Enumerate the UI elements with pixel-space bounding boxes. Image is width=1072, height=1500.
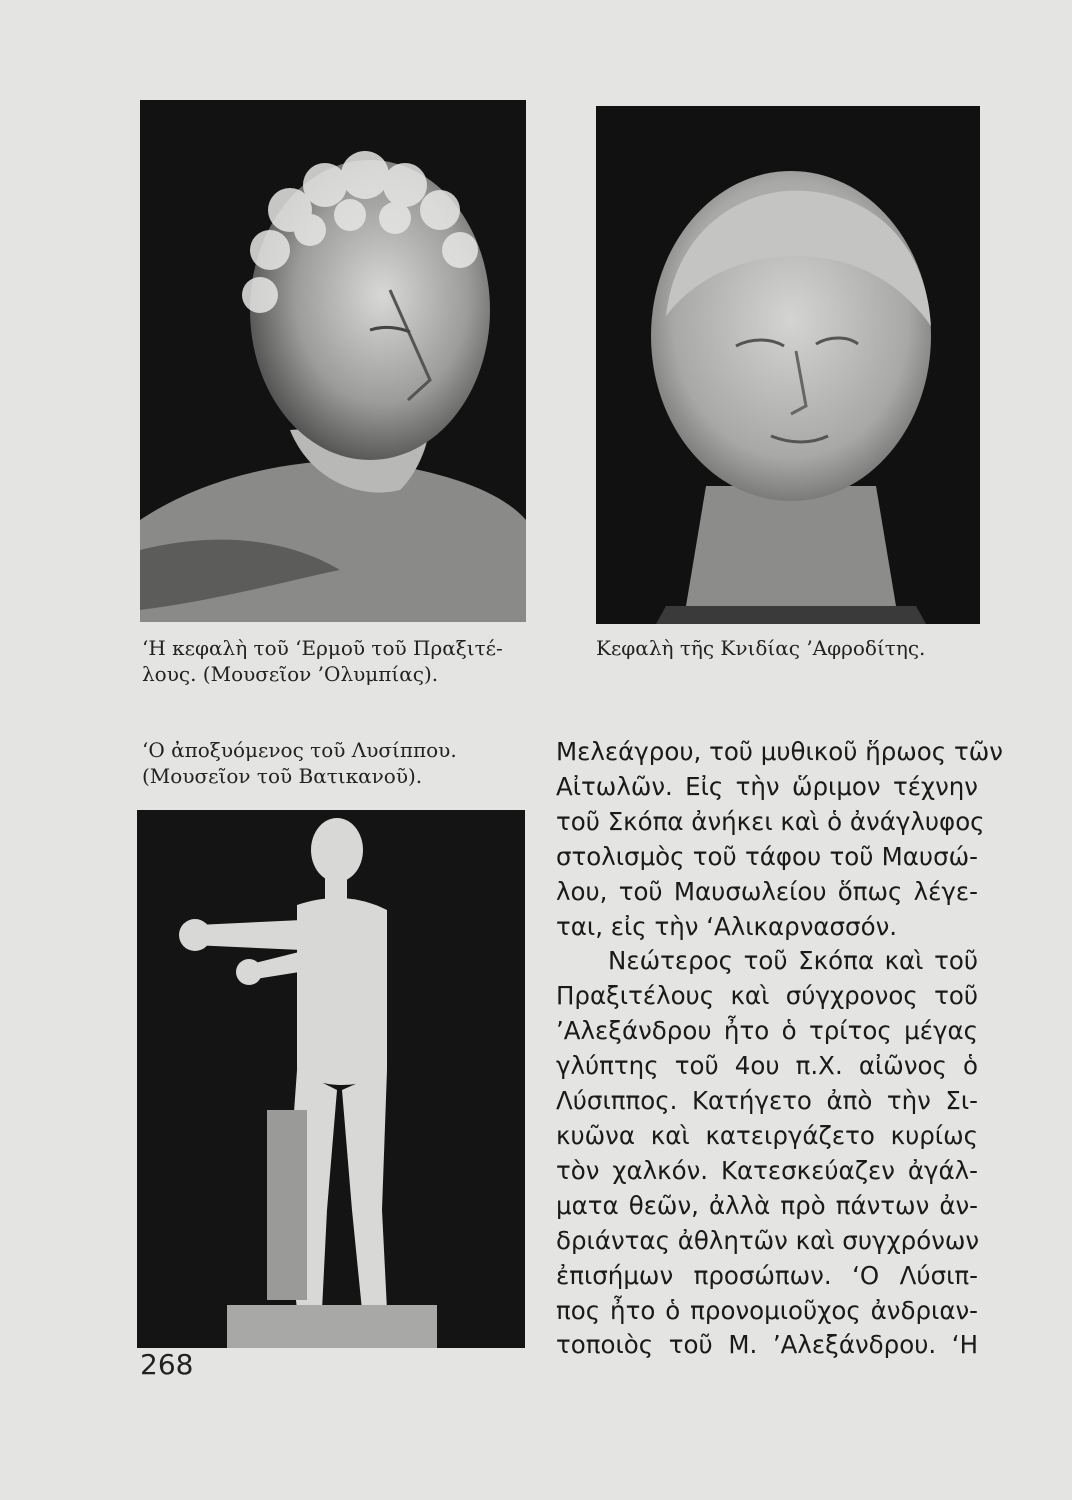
body-line: στολισμὸς τοῦ τάφου τοῦ Μαυσώ- bbox=[556, 841, 978, 871]
body-line: ται, εἰς τὴν ‘Αλικαρνασσόν. bbox=[556, 911, 898, 941]
hermes-head-photo bbox=[140, 100, 526, 622]
body-line: δριάντας ἀθλητῶν καὶ συγχρόνων bbox=[556, 1225, 980, 1255]
body-line: Μελεάγρου, τοῦ μυθικοῦ ἥρωος τῶν bbox=[556, 737, 1003, 766]
caption-aphrodite bbox=[596, 635, 925, 661]
body-line: ’Αλεξάνδρου ἦτο ὁ τρίτος μέγας bbox=[556, 1016, 978, 1046]
caption-aphrodite-line: Κεφαλὴ τῆς Κνιδίας ’Αφροδίτης. bbox=[596, 636, 926, 660]
apoxyomenos-statue-photo bbox=[137, 810, 525, 1348]
hermes-head-image bbox=[140, 100, 526, 622]
aphrodite-head-photo bbox=[596, 106, 980, 624]
page-number: 268 bbox=[140, 1348, 194, 1381]
caption-apoxyomenos-line-2: (Μουσεῖον τοῦ Βατικανοῦ). bbox=[142, 764, 423, 788]
caption-hermes-line-2: λους. (Μουσεῖον ’Ολυμπίας). bbox=[142, 662, 439, 686]
caption-hermes-line-1: ‘Η κεφαλὴ τοῦ ‘Ερμοῦ τοῦ Πραξιτέ- bbox=[142, 636, 503, 660]
body-line: κυῶνα καὶ κατειργάζετο κυρίως bbox=[556, 1120, 978, 1150]
aphrodite-head-image bbox=[596, 106, 980, 624]
caption-apoxyomenos-line-1: ‘Ο ἀποξυόμενος τοῦ Λυσίππου. bbox=[142, 738, 457, 762]
body-line: Λύσιππος. Κατήγετο ἀπὸ τὴν Σι- bbox=[556, 1086, 978, 1116]
body-line: ματα θεῶν, ἀλλὰ πρὸ πάντων ἀν- bbox=[556, 1190, 978, 1220]
body-line: τὸν χαλκόν. Κατεσκεύαζεν ἀγάλ- bbox=[556, 1155, 978, 1185]
body-line: λου, τοῦ Μαυσωλείου ὅπως λέγε- bbox=[556, 876, 978, 906]
body-text bbox=[556, 735, 1003, 1363]
body-line: ἐπισήμων προσώπων. ‘Ο Λύσιπ- bbox=[556, 1260, 978, 1290]
apoxyomenos-statue-image bbox=[137, 810, 525, 1348]
body-line: πος ἦτο ὁ προνομιοῦχος ἀνδριαν- bbox=[556, 1295, 978, 1325]
body-line: Πραξιτέλους καὶ σύγχρονος τοῦ bbox=[556, 981, 978, 1011]
caption-hermes bbox=[142, 635, 503, 687]
body-line: τοποιὸς τοῦ Μ. ’Αλεξάνδρου. ‘Η bbox=[556, 1330, 978, 1360]
caption-apoxyomenos bbox=[142, 737, 457, 789]
body-line: γλύπτης τοῦ 4ου π.Χ. αἰῶνος ὁ bbox=[556, 1051, 978, 1081]
body-line: τοῦ Σκόπα ἀνήκει καὶ ὁ ἀνάγλυφος bbox=[556, 806, 985, 836]
body-line: Αἰτωλῶν. Εἰς τὴν ὥριμον τέχνην bbox=[556, 771, 978, 801]
body-line: Νεώτερος τοῦ Σκόπα καὶ τοῦ bbox=[608, 946, 978, 976]
